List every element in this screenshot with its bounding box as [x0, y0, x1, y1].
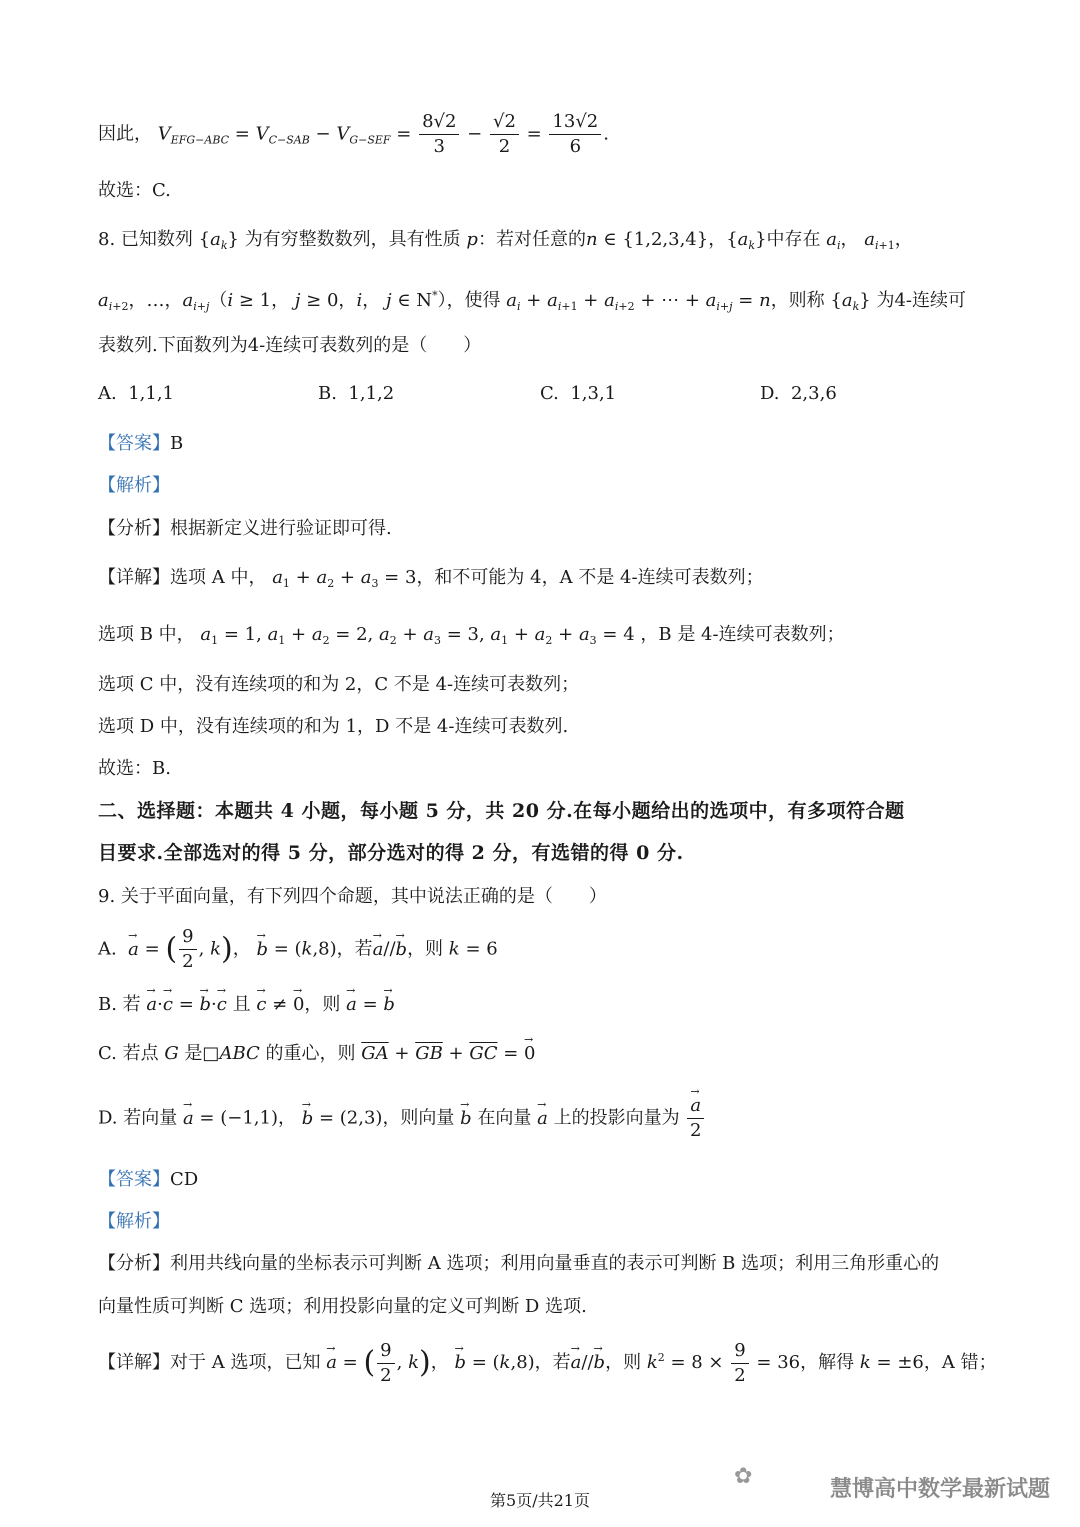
q9-answer: 【答案】CD	[98, 1169, 199, 1190]
q8-detail-d: 选项 D 中，没有连续项的和为 1，D 不是 4-连续可表数列.	[98, 716, 569, 737]
q8-analysis-tag: 【解析】	[98, 475, 170, 496]
q8-stem-line2: $a_{i+2}$，…，$a_{i+j}(i \ge 1$， j ≥ 0，i， j ∈ N*），使得 $a_i + a_{i+1} + a_{i+2}$ + ⋯ + $a_{i+j} = n$，则称 $\{a_k\}$ 为4-连续可	[98, 289, 967, 313]
q8-option-b: B. 1,1,2	[318, 383, 395, 404]
volume-equation-line: 因此， $V_{EFG-ABC} = V_{C-SAB} - V_{G-SEF}$ = $\frac{8√2}{3}$ − $\frac{√2}{2}$ = $\frac{13√2}{6}$ .	[98, 111, 609, 157]
watermark-text: 慧博高中数学最新试题	[829, 1477, 1050, 1502]
intro-prefix: 因此，	[98, 123, 152, 145]
q8-detail-c: 选项 C 中，没有连续项的和为 2，C 不是 4-连续可表数列；	[98, 674, 580, 695]
fraction: $\frac{√2}{2}$	[490, 110, 519, 159]
q8-stem-line3: 表数列.下面数列为4-连续可表数列的是（ ）	[98, 335, 482, 356]
q9-option-b: B. 若 → a·→ c = → b·→ c 且 → c ≠ → 0，则 → a = → b	[98, 992, 395, 1018]
q8-option-d: D. 2,3,6	[760, 383, 837, 404]
q9-option-a: A. → a = ( $\frac{9}{2}$ , k)， → b = (k,8)，若→ a//→ b，则 k = 6	[98, 925, 498, 974]
q9-detail-a: 【详解】对于 A 选项，已知 → a = ( $\frac{9}{2}$ , k)， → b = (k,8)，若→ a//→ b，则 $k^2 = 8$ × $\frac{9}{2}$ = 36，解得 k = ±6，A 错；	[98, 1335, 997, 1388]
q8-detail-a: 【详解】选项 A 中， $a_1 + a_2 + a_3 = 3$，和不可能为 4，A 不是 4-连续可表数列；	[98, 567, 764, 590]
q8-detail-b: 选项 B 中， $a_1 = 1$, $a_1 + a_2 = 2$, $a_2 + a_3 = 3$, $a_1 + a_2 + a_3 = 4$ ，B 是 4-连续可表数列；	[98, 624, 845, 647]
q9-fenxi-line2: 向量性质可判断 C 选项；利用投影向量的定义可判断 D 选项.	[98, 1296, 587, 1317]
q9-fenxi-line1: 【分析】利用共线向量的坐标表示可判断 A 选项；利用向量垂直的表示可判断 B 选项；利用三角形重心的	[98, 1253, 940, 1274]
section-title-line1: 二、选择题：本题共 4 小题，每小题 5 分，共 20 分.在每小题给出的选项中，有多项符合题	[98, 800, 905, 822]
q9-stem: 9. 关于平面向量，有下列四个命题，其中说法正确的是（ ）	[98, 886, 607, 907]
page-number: 第5页/共21页	[490, 1491, 590, 1510]
q9-analysis-tag: 【解析】	[98, 1211, 170, 1232]
q8-option-a: A. 1,1,1	[98, 383, 174, 404]
conclusion-c: 故选：C.	[98, 180, 171, 201]
q8-fenxi: 【分析】根据新定义进行验证即可得.	[98, 518, 392, 539]
q8-option-c: C. 1,3,1	[540, 383, 617, 404]
conclusion-b: 故选：B.	[98, 758, 171, 779]
section-title-line2: 目要求.全部选对的得 5 分，部分选对的得 2 分，有选错的得 0 分.	[98, 842, 684, 864]
fraction: $\frac{13√2}{6}$	[549, 110, 601, 159]
fraction: $\frac{8√2}{3}$	[419, 110, 459, 159]
q9-option-d: D. 若向量 → a = (−1,1)， → b = (2,3)，则向量 → b 在向量 → a 上的投影向量为 → $\frac{a}{2}$	[98, 1094, 706, 1143]
wechat-icon: ✿	[734, 1464, 753, 1489]
math-v1: V	[157, 123, 171, 145]
q8-stem-line1: 8. 已知数列 $\{a_k\}$ 为有穷整数数列，具有性质 p：若对任意的n ∈ {1,2,3,4}，$\{a_k\}$中存在 $a_i$， $a_{i+1}$，	[98, 229, 913, 252]
q9-option-c: C. 若点 G 是□ABC 的重心，则 $\overline{GA} + \overline{GB} + \overline{GC}$ = → 0	[98, 1041, 535, 1067]
q8-answer: 【答案】B	[98, 433, 184, 454]
